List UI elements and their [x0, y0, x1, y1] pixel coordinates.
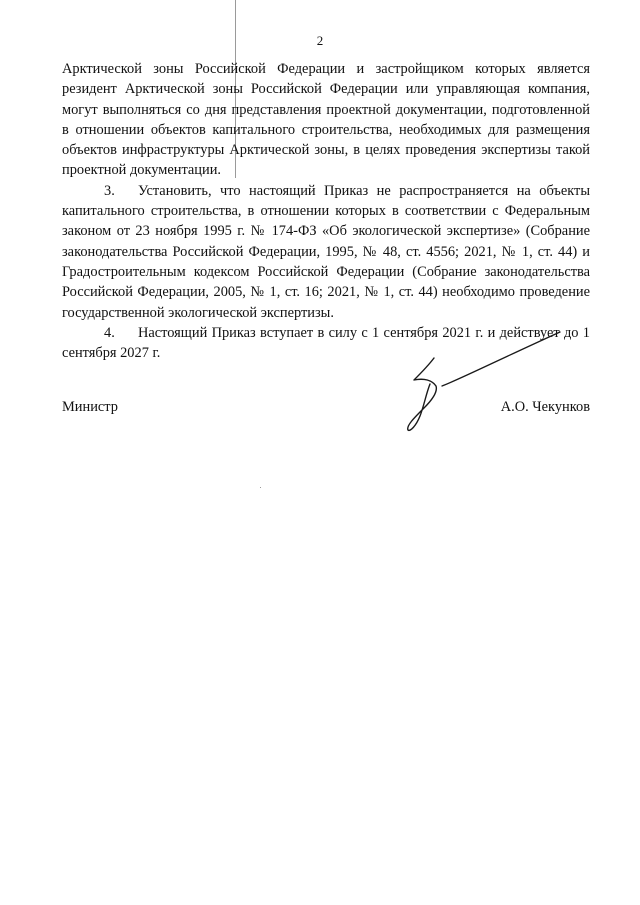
handwritten-signature: [398, 328, 568, 438]
paragraph-continuation: Арктической зоны Российской Федерации и застройщиком которых является резидент Арктической зоны Российской Федерации или управляющая компания, могут выполняться со дня представления проектной документации, подготовленной в отношении объектов капитального строительства, необходимых для размещения объектов инфраструктуры Арктической зоны, в целях проведения экспертизы такой проектной документации.: [62, 61, 590, 179]
document-body: [62, 59, 590, 363]
signatory-name: А.О. Чекунков: [500, 399, 590, 415]
item-4-text: Настоящий Приказ вступает в силу с 1 сентября 2021 г. и действует до 1 сентября 2027 г.: [62, 324, 590, 362]
signature-stroke-flourish: [442, 332, 560, 386]
signature-stroke-main: [408, 358, 437, 430]
item-3-text: Установить, что настоящий Приказ не распространяется на объекты капитального строительства, в отношении которых в соответствии с Федеральным законом от 23 ноября 1995 г. № 174-ФЗ «Об экологической экспертизе» (Собрание законодательства Российской Федерации, 1995, № 48, ст. 4556; 2021, № 1, ст. 44) и Градостроительным кодексом Российской Федерации (Собрание законодательства Российской Федерации, 2005, № 1, ст. 16; 2021, № 1, ст. 44) необходимо проведение государственной экологической экспертизы.: [62, 182, 590, 321]
scan-artifact-speck: [260, 487, 261, 488]
signatory-position: Министр: [62, 399, 118, 415]
item-3-number: 3.: [104, 182, 115, 199]
page-number: 2: [316, 33, 324, 48]
paragraph-item-3: [62, 181, 590, 323]
item-4-number: 4.: [104, 324, 115, 341]
